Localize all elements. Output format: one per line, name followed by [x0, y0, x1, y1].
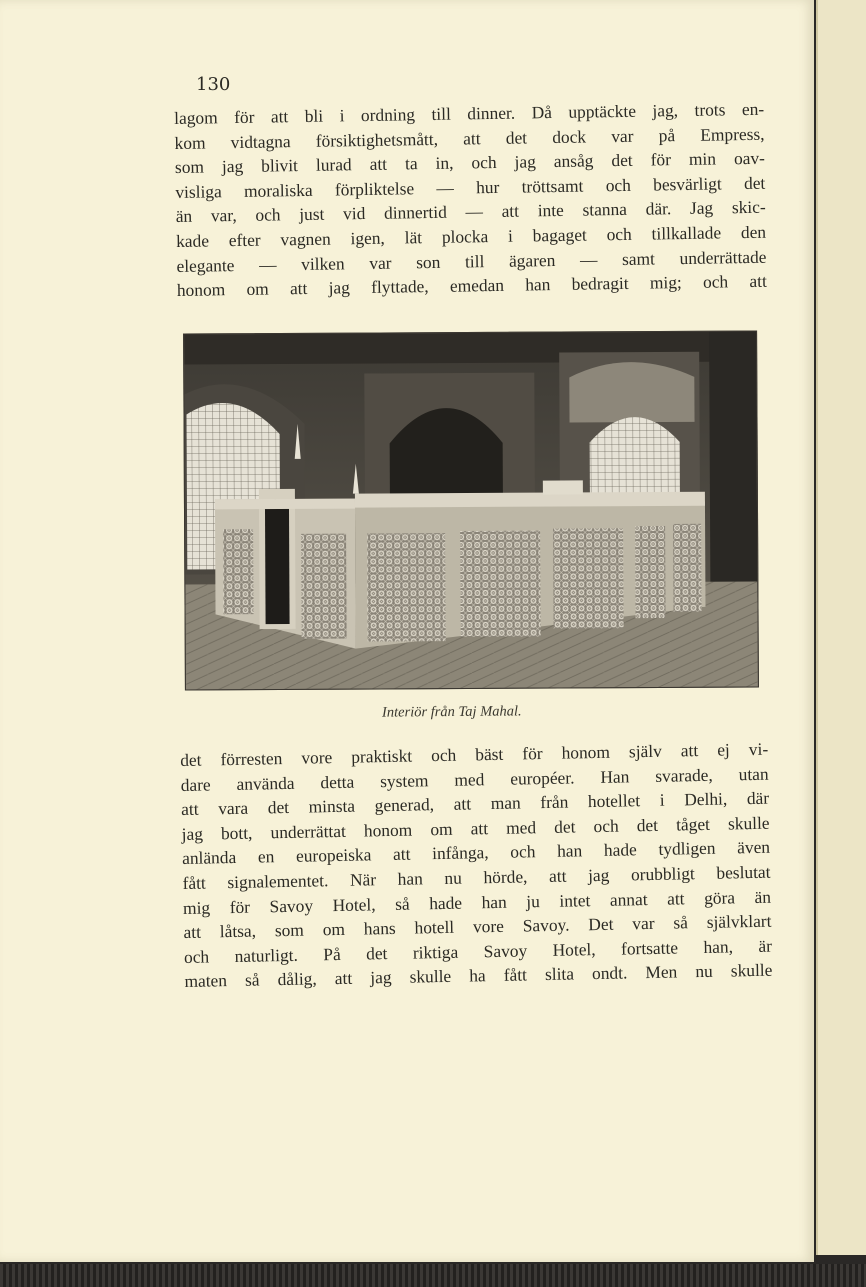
text-line: mig för Savoy Hotel, så hade han ju intet annat att göra än [182, 886, 772, 918]
adjacent-page-edge [816, 0, 866, 1255]
text-line: jag bott, underrättat honom om att med det och det tåget skulle [181, 812, 770, 844]
text-line: maten så dålig, att jag skulle ha fått slita ondt. Men nu skulle [184, 960, 773, 992]
text-line: visliga moraliska förpliktelse — hur tröttsamt och besvärligt det [175, 172, 766, 202]
text-line: lagom för att bli i ordning till dinner. Då upptäckte jag, trots en- [174, 98, 765, 128]
taj-mahal-interior-photo [184, 332, 758, 690]
text-line: att låtsa, som om hans hotell vore Savoy. Det var så självklart [183, 910, 772, 943]
background-surface [0, 1264, 866, 1287]
text-line: kom vidtagna försiktighetsmått, att det dock var på Empress, [174, 123, 765, 153]
text-line: att vara det minsta generad, att man från hotellet i Delhi, där [180, 787, 770, 820]
text-line: elegante — vilken var son till ägaren — samt underrättade [176, 246, 767, 276]
page-number: 130 [196, 74, 231, 95]
figure-caption: Interiör från Taj Mahal. [381, 703, 522, 721]
figure-photograph [183, 330, 759, 690]
text-line: kade efter vagnen igen, lät plocka i bagaget och tillkallade den [175, 221, 767, 251]
text-line: fått signalementet. När han nu hörde, att jag orubbligt beslutat [182, 861, 771, 893]
paragraph-top [174, 97, 767, 303]
paragraph-bottom [180, 737, 773, 994]
text-line: anlända en europeiska att infånga, och han hade tydligen även [181, 837, 771, 869]
text-line: det förresten vore praktiskt och bäst för honom själv att ej vi- [180, 738, 769, 770]
text-line: dare använda detta system med européer. Han svarade, utan [180, 763, 769, 795]
text-line: som jag blivit lurad att ta in, och jag ansåg det för min oav- [174, 147, 766, 178]
text-line: honom om att jag flyttade, emedan han bedragit mig; och att [176, 270, 767, 301]
text-line: och naturligt. På det riktiga Savoy Hotel, fortsatte han, är [183, 935, 773, 967]
text-line: än var, och just vid dinnertid — att inte stanna där. Jag skic- [175, 197, 766, 227]
